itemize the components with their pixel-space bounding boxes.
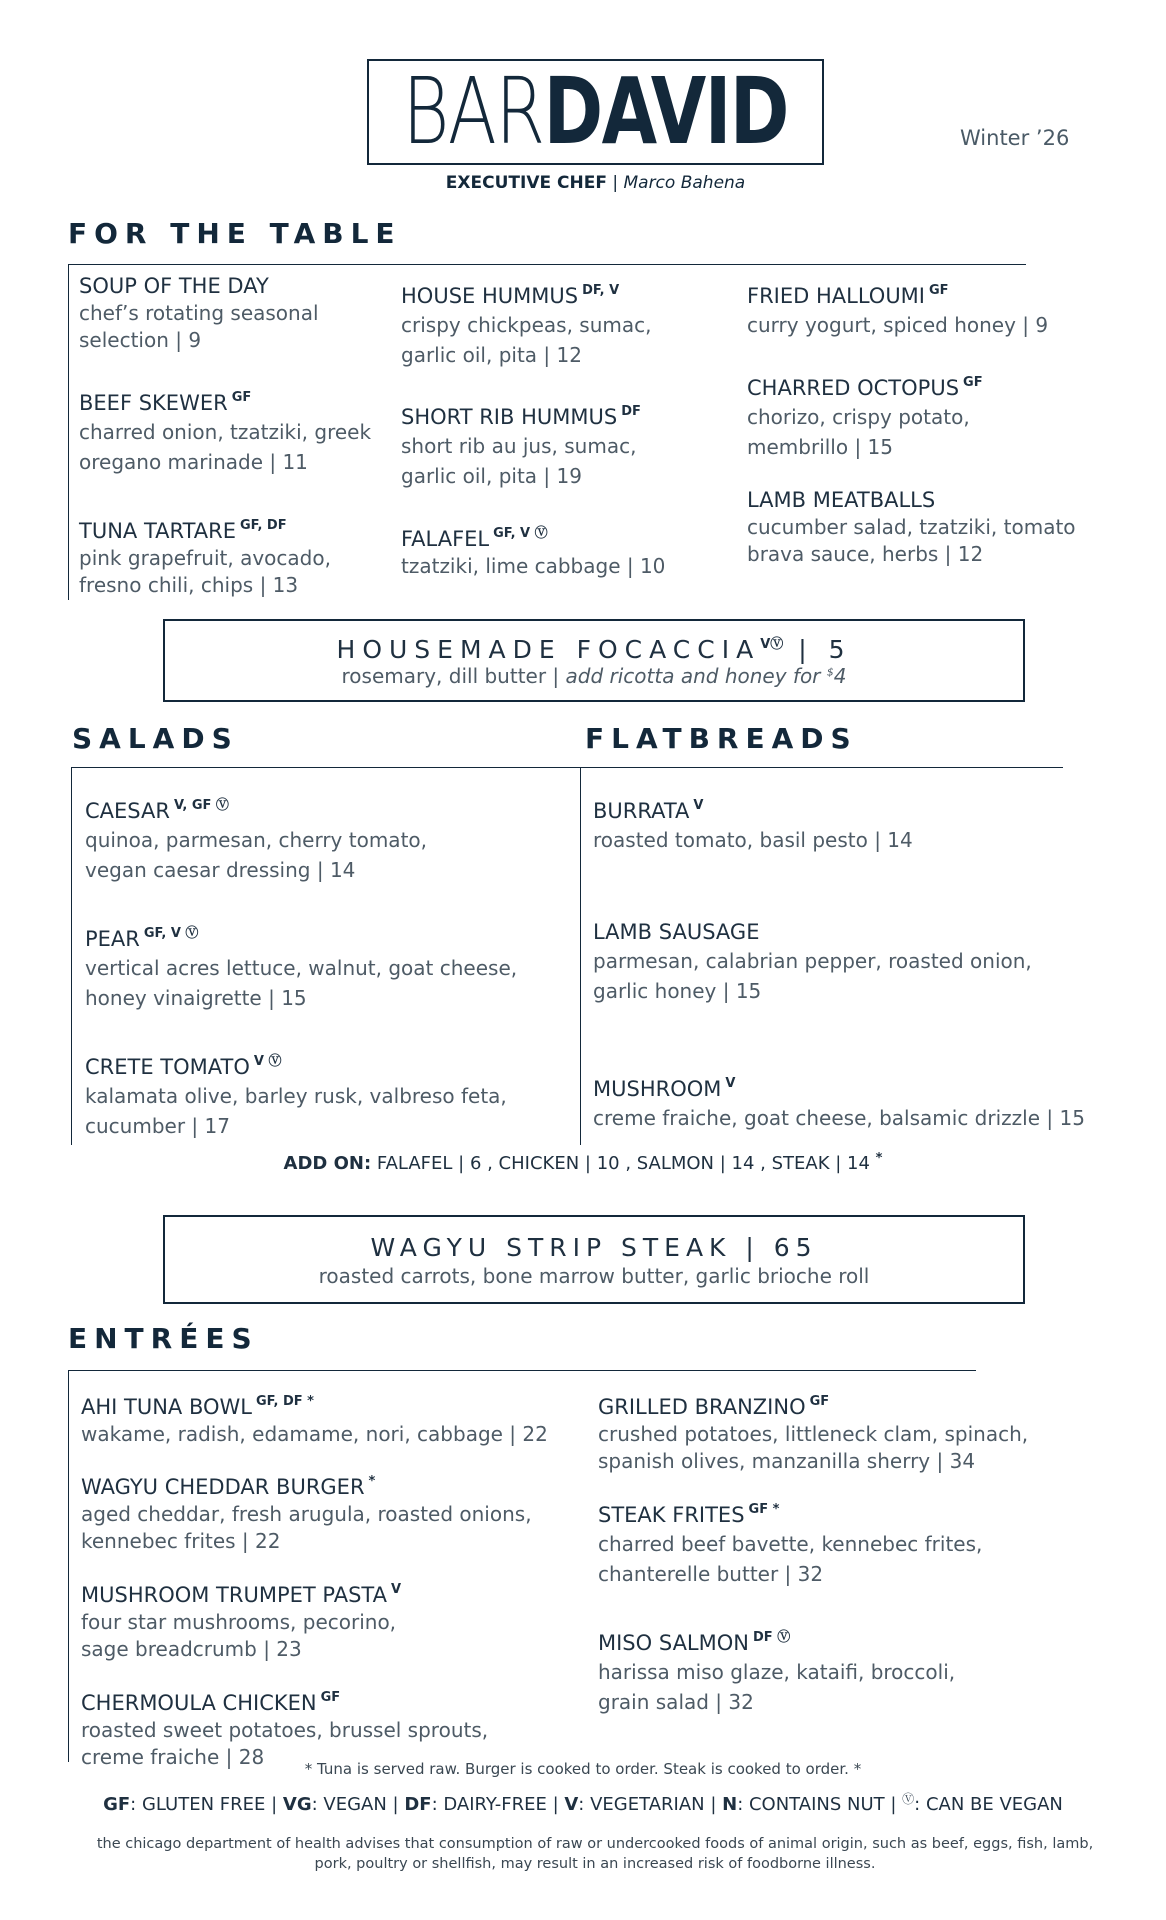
menu-item xyxy=(598,1496,1078,1589)
focaccia-title: HOUSEMADE $FOCACCIA^{VⓋ}$ | 5 xyxy=(336,635,852,664)
item-description: harissa miso glaze, kataifi, broccoli, grain salad | 32 xyxy=(598,1660,956,1714)
item-name: CHARRED OCTOPUS $^{GF}$ xyxy=(747,375,983,400)
item-description: vertical acres lettuce, walnut, goat cheese, honey vinaigrette | 15 xyxy=(85,956,518,1010)
menu-item xyxy=(401,277,731,370)
item-name: CRETE TOMATO $^{V Ⓥ}$ xyxy=(85,1054,282,1079)
wagyu-title: WAGYU STRIP STEAK | 65 xyxy=(370,1233,818,1262)
menu-item xyxy=(85,920,565,1013)
item-name: FALAFEL $^{GF, V Ⓥ}$ xyxy=(401,526,548,551)
item-tags: V Ⓥ xyxy=(253,1054,282,1069)
item-tags: DF, V xyxy=(582,283,620,298)
item-description: creme fraiche, goat cheese, balsamic drizzle | 15 xyxy=(593,1106,1085,1130)
menu-item xyxy=(747,369,1077,462)
item-tags: V xyxy=(693,798,704,813)
section-title-flatbreads: FLATBREADS xyxy=(585,722,858,755)
item-description: chorizo, crispy potato, membrillo | 15 xyxy=(747,405,970,459)
item-description: crispy chickpeas, sumac, garlic oil, pita | 12 xyxy=(401,313,652,367)
item-description: kalamata olive, barley rusk, valbreso feta, cucumber | 17 xyxy=(85,1084,507,1138)
menu-item xyxy=(593,792,1093,855)
item-description: aged cheddar, fresh arugula, roasted onions, kennebec frites | 22 xyxy=(81,1502,532,1553)
item-tags: DF Ⓥ xyxy=(753,1630,791,1645)
item-name: SHORT RIB HUMMUS $^{DF}$ xyxy=(401,404,641,429)
add-on-options: FALAFEL | 6 , CHICKEN | 10 , SALMON | 14 , STEAK | 14 xyxy=(371,1153,876,1174)
item-name: BEEF SKEWER $^{GF}$ xyxy=(79,390,252,415)
item-name: GRILLED BRANZINO $^{GF}$ xyxy=(598,1394,830,1419)
chef-separator: | xyxy=(606,173,624,193)
item-name: MUSHROOM $^V$ xyxy=(593,1076,736,1101)
add-on-mark: * xyxy=(875,1151,883,1166)
focaccia-description: rosemary, dill butter | add ricotta and honey for $4 xyxy=(341,664,847,688)
item-tags: * xyxy=(368,1474,376,1489)
item-tags: GF, DF xyxy=(240,518,287,533)
menu-item xyxy=(81,1576,561,1663)
item-description: quinoa, parmesan, cherry tomato, vegan caesar dressing | 14 xyxy=(85,828,428,882)
section-rule-vertical xyxy=(71,767,72,1145)
item-description: charred onion, tzatziki, greek oregano marinade | 11 xyxy=(79,420,372,474)
focaccia-price: | 5 xyxy=(783,635,852,664)
focaccia-feature-box xyxy=(163,619,1025,702)
chef-name: Marco Bahena xyxy=(623,173,746,193)
menu-item xyxy=(598,1388,1078,1475)
menu-item xyxy=(593,1070,1113,1133)
item-description: roasted sweet potatoes, brussel sprouts, creme fraiche | 28 xyxy=(81,1718,489,1769)
focaccia-tags: VⓋ xyxy=(760,637,784,652)
logo-wordmark xyxy=(402,58,789,165)
section-title-salads: SALADS xyxy=(72,722,239,755)
menu-item xyxy=(598,1624,1078,1717)
menu-item xyxy=(593,918,1093,1006)
cooking-note: * Tuna is served raw. Burger is cooked to order. Steak is cooked to order. * xyxy=(304,1760,862,1778)
item-description: curry yogurt, spiced honey | 9 xyxy=(747,313,1049,337)
add-on-label: ADD ON: xyxy=(283,1153,372,1174)
item-name: PEAR $^{GF, V Ⓥ}$ xyxy=(85,926,199,951)
item-description: parmesan, calabrian pepper, roasted onion, garlic honey | 15 xyxy=(593,949,1032,1003)
menu-item xyxy=(79,384,409,477)
item-name: LAMB MEATBALLS xyxy=(747,488,936,512)
executive-chef-line xyxy=(367,173,824,193)
item-tags: V xyxy=(390,1582,402,1597)
item-tags: DF xyxy=(621,404,641,419)
item-tags: GF xyxy=(809,1394,830,1409)
item-name: LAMB SAUSAGE xyxy=(593,920,760,944)
item-tags: GF xyxy=(231,390,252,405)
section-rule-vertical xyxy=(68,264,69,600)
item-tags: GF xyxy=(320,1690,341,1705)
section-title-entrees: ENTRÉES xyxy=(68,1322,259,1355)
health-advisory: the chicago department of health advises that consumption of raw or undercooked foods of animal origin, such as beef, eggs, fish, lamb, pork, poultry or shellfish, may result in an increased risk of foodborne illness. xyxy=(96,1836,1094,1872)
item-description: pink grapefruit, avocado, fresno chili, chips | 13 xyxy=(79,546,331,597)
section-rule-vertical xyxy=(68,1370,69,1762)
dietary-legend: GF: GLUTEN FREE | VG: VEGAN | DF: DAIRY-FREE | V: VEGETARIAN | N: CONTAINS NUT | Ⓥ: CAN BE VEGAN xyxy=(103,1792,1063,1815)
menu-item xyxy=(747,486,1077,568)
logo-bold: DAVID xyxy=(544,58,789,165)
wagyu-description: roasted carrots, bone marrow butter, garlic brioche roll xyxy=(318,1264,870,1288)
item-description: four star mushrooms, pecorino, sage breadcrumb | 23 xyxy=(81,1610,397,1661)
item-tags: GF, DF * xyxy=(256,1394,314,1409)
item-tags: GF, V Ⓥ xyxy=(143,926,199,941)
logo-light: BAR xyxy=(402,58,545,165)
item-tags: GF * xyxy=(748,1502,780,1517)
item-name: MUSHROOM TRUMPET PASTA $^V$ xyxy=(81,1582,402,1607)
item-tags: GF xyxy=(929,283,949,298)
item-description: tzatziki, lime cabbage | 10 xyxy=(401,554,666,578)
menu-item xyxy=(401,520,731,580)
menu-item xyxy=(85,792,565,885)
item-description: crushed potatoes, littleneck clam, spinach, spanish olives, manzanilla sherry | 34 xyxy=(598,1422,1029,1473)
season-label: Winter ’26 xyxy=(960,126,1070,150)
item-name: CHERMOULA CHICKEN $^{GF}$ xyxy=(81,1690,341,1715)
section-title-for-the-table: FOR THE TABLE xyxy=(68,217,402,250)
wagyu-feature-box xyxy=(163,1215,1025,1304)
item-tags: GF xyxy=(963,375,983,390)
menu-item xyxy=(81,1388,561,1448)
menu-item xyxy=(81,1468,561,1555)
item-name: WAGYU CHEDDAR BURGER * xyxy=(81,1474,376,1499)
menu-item xyxy=(401,398,731,491)
item-name: SOUP OF THE DAY xyxy=(79,274,269,298)
item-name: TUNA TARTARE $^{GF, DF}$ xyxy=(79,518,287,543)
column-divider xyxy=(580,767,581,1145)
section-rule xyxy=(71,767,1063,768)
item-description: wakame, radish, edamame, nori, cabbage | 22 xyxy=(81,1422,548,1446)
item-name: STEAK FRITES $^{GF *}$ xyxy=(598,1502,780,1527)
item-name: HOUSE HUMMUS $^{DF, V}$ xyxy=(401,283,620,308)
item-description: roasted tomato, basil pesto | 14 xyxy=(593,828,913,852)
chef-label: EXECUTIVE CHEF xyxy=(445,173,607,193)
section-rule xyxy=(68,1370,976,1371)
item-name: BURRATA $^V$ xyxy=(593,798,704,823)
menu-item xyxy=(79,512,409,599)
item-description: cucumber salad, tzatziki, tomato brava sauce, herbs | 12 xyxy=(747,515,1076,566)
item-description: chef’s rotating seasonal selection | 9 xyxy=(79,301,319,352)
item-tags: GF, V Ⓥ xyxy=(493,526,548,541)
item-name: FRIED HALLOUMI $^{GF}$ xyxy=(747,283,949,308)
item-tags: V, GF Ⓥ xyxy=(173,798,229,813)
logo xyxy=(367,59,824,165)
item-name: AHI TUNA BOWL $^{GF, DF *}$ xyxy=(81,1394,314,1419)
item-description: charred beef bavette, kennebec frites, chanterelle butter | 32 xyxy=(598,1532,983,1586)
menu-item xyxy=(79,272,409,354)
item-name: CAESAR $^{V, GF Ⓥ}$ xyxy=(85,798,229,823)
menu-item xyxy=(747,277,1077,340)
item-description: short rib au jus, sumac, garlic oil, pita | 19 xyxy=(401,434,637,488)
menu-item xyxy=(85,1048,565,1141)
item-tags: V xyxy=(725,1076,736,1091)
add-on-line xyxy=(0,1151,1166,1174)
menu-item xyxy=(81,1684,561,1771)
section-rule xyxy=(68,264,1026,265)
item-name: MISO SALMON $^{DF Ⓥ}$ xyxy=(598,1630,791,1655)
